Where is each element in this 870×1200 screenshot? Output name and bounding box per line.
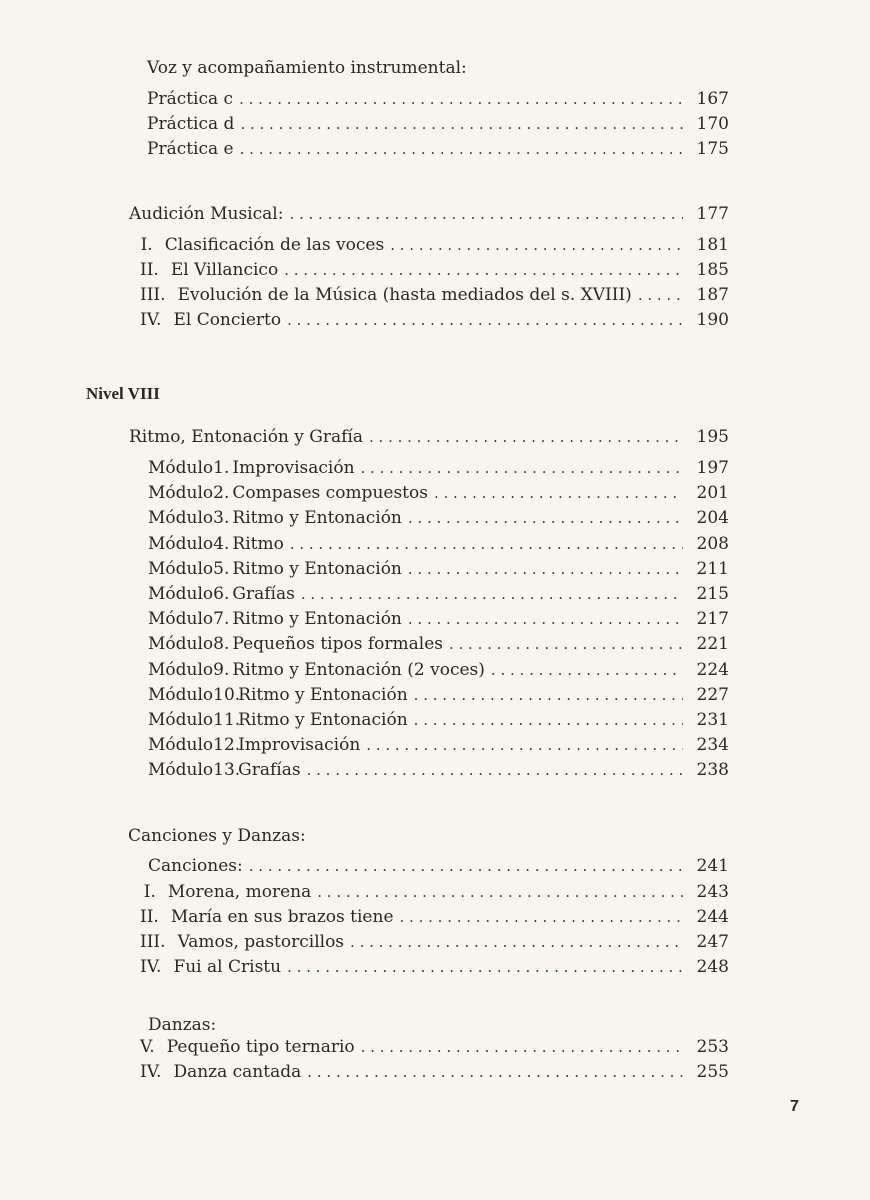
entry-page: 253 — [696, 1037, 729, 1057]
toc-entry — [147, 138, 729, 160]
entry-label: Improvisación — [232, 458, 355, 478]
entry-label: Ritmo y Entonación (2 voces) — [232, 659, 485, 680]
module-word: Módulo — [148, 483, 214, 504]
entry-page: 204 — [696, 508, 729, 529]
toc-entry-module — [148, 583, 729, 605]
entry-page: 181 — [696, 235, 729, 255]
entry-page: 238 — [696, 760, 729, 781]
entry-number: 7. — [213, 609, 230, 630]
entry-label: Danza cantada — [173, 1062, 302, 1082]
toc-entry — [140, 1061, 729, 1083]
entry-page: 215 — [696, 584, 729, 604]
module-word: Módulo — [148, 684, 214, 705]
dot-leader — [307, 1061, 683, 1083]
entry-number: II. — [140, 260, 159, 280]
toc-entry — [140, 1036, 729, 1058]
section-heading-voz: Voz y acompañamiento instrumental: — [147, 58, 467, 78]
dot-leader — [434, 482, 683, 504]
entry-label: Improvisación — [238, 735, 361, 756]
toc-entry — [140, 259, 729, 281]
toc-entry — [147, 88, 729, 110]
toc-entry — [140, 234, 729, 256]
entry-label: María en sus brazos tiene — [170, 907, 394, 927]
module-word: Módulo — [148, 533, 214, 554]
dot-leader — [369, 426, 683, 448]
dot-leader — [301, 583, 683, 605]
entry-number: 12. — [213, 735, 241, 756]
entry-number: V. — [140, 1037, 155, 1057]
entry-number: 1. — [213, 458, 230, 478]
toc-entry — [140, 956, 729, 978]
dot-leader — [287, 309, 683, 331]
module-word: Módulo — [148, 760, 214, 781]
toc-entry-module — [148, 659, 729, 681]
entry-number: 10. — [213, 684, 241, 705]
entry-label: Ritmo y Entonación — [238, 710, 408, 730]
entry-number: IV. — [140, 957, 162, 977]
entry-page: 243 — [696, 882, 729, 902]
entry-label: Pequeños tipos formales — [232, 634, 443, 655]
entry-label: Pequeño tipo ternario — [166, 1037, 355, 1057]
section-heading-canciones-danzas: Canciones y Danzas: — [128, 826, 306, 846]
entry-page: 185 — [696, 260, 729, 280]
entry-page: 247 — [696, 932, 729, 952]
entry-page: 221 — [696, 634, 729, 655]
dot-leader — [290, 533, 683, 555]
entry-page: 241 — [696, 856, 729, 876]
toc-entry-module — [148, 734, 729, 756]
entry-label: Ritmo y Entonación — [232, 609, 402, 630]
dot-leader — [361, 457, 683, 479]
entry-number: IV. — [140, 310, 162, 330]
module-word: Módulo — [148, 659, 214, 680]
entry-label: Canciones: — [148, 856, 243, 876]
dot-leader — [408, 608, 683, 630]
dot-leader — [240, 113, 683, 135]
toc-entry-module — [148, 457, 729, 479]
entry-page: 197 — [696, 458, 729, 478]
entry-page: 208 — [696, 533, 729, 554]
entry-number: II. — [140, 907, 159, 927]
entry-label: Clasificación de las voces — [164, 235, 385, 255]
page-number: 7 — [790, 1098, 799, 1115]
module-word: Módulo — [148, 634, 214, 655]
dot-leader — [240, 138, 683, 160]
toc-entry-audicion — [129, 203, 729, 225]
module-word: Módulo — [148, 735, 214, 756]
dot-leader — [289, 203, 683, 225]
dot-leader — [491, 659, 683, 681]
entry-label: Fui al Cristu — [173, 957, 282, 977]
entry-page: 227 — [696, 684, 729, 705]
toc-entry-module — [148, 684, 729, 706]
entry-page: 211 — [696, 558, 729, 579]
entry-number: 6. — [213, 584, 230, 604]
entry-label: Ritmo y Entonación — [238, 684, 408, 705]
entry-page: 231 — [696, 710, 729, 730]
module-word: Módulo — [148, 710, 214, 730]
entry-number: I. — [140, 235, 153, 255]
toc-entry — [140, 906, 729, 928]
entry-number: I. — [143, 882, 156, 902]
entry-number: IV. — [140, 1062, 162, 1082]
entry-page: 244 — [696, 907, 729, 927]
entry-label: Compases compuestos — [232, 483, 428, 504]
entry-label: Vamos, pastorcillos — [177, 932, 345, 952]
entry-number: 4. — [213, 533, 230, 554]
entry-page: 175 — [696, 139, 729, 159]
entry-label: Ritmo — [232, 533, 284, 554]
dot-leader — [414, 709, 683, 731]
entry-label: Ritmo y Entonación — [232, 558, 402, 579]
toc-entry-module — [148, 608, 729, 630]
entry-label: Audición Musical: — [129, 204, 284, 224]
entry-page: 255 — [696, 1062, 729, 1082]
module-word: Módulo — [148, 558, 214, 579]
dot-leader — [307, 759, 683, 781]
toc-entry-module — [148, 482, 729, 504]
entry-page: 224 — [696, 659, 729, 680]
dot-leader — [408, 507, 683, 529]
entry-number: 13. — [213, 760, 241, 781]
dot-leader — [350, 931, 683, 953]
toc-entry — [147, 113, 729, 135]
toc-entry-module — [148, 759, 729, 781]
entry-page: 234 — [696, 735, 729, 756]
entry-label: Ritmo, Entonación y Grafía — [129, 427, 363, 447]
dot-leader — [249, 855, 683, 877]
dot-leader — [317, 881, 683, 903]
entry-label: Práctica c — [147, 89, 234, 109]
entry-label: Grafías — [232, 584, 295, 604]
dot-leader — [239, 88, 683, 110]
entry-page: 187 — [696, 285, 729, 305]
module-word: Módulo — [148, 508, 214, 529]
dot-leader — [400, 906, 683, 928]
entry-label: Práctica d — [147, 114, 235, 134]
level-title: Nivel VIII — [86, 384, 160, 403]
entry-label: Práctica e — [147, 139, 234, 159]
entry-page: 167 — [696, 89, 729, 109]
dot-leader — [366, 734, 683, 756]
dot-leader — [361, 1036, 683, 1058]
toc-entry — [140, 931, 729, 953]
dot-leader — [287, 956, 683, 978]
module-word: Módulo — [148, 584, 214, 604]
entry-page: 177 — [696, 204, 729, 224]
toc-entry-module — [148, 533, 729, 555]
entry-label: Morena, morena — [167, 882, 312, 902]
dot-leader — [414, 684, 683, 706]
dot-leader — [449, 633, 683, 655]
dances-heading: Danzas: — [148, 1015, 217, 1035]
toc-entry — [140, 284, 729, 306]
toc-entry-module — [148, 633, 729, 655]
entry-number: 8. — [213, 634, 230, 655]
entry-page: 170 — [696, 114, 729, 134]
entry-label: Grafías — [238, 760, 301, 781]
entry-page: 195 — [696, 427, 729, 447]
module-word: Módulo — [148, 458, 214, 478]
entry-label: Evolución de la Música (hasta mediados del s. XVIII) — [177, 285, 632, 305]
entry-page: 190 — [696, 310, 729, 330]
entry-number: 3. — [213, 508, 230, 529]
entry-number: 11. — [213, 710, 241, 730]
dot-leader — [638, 284, 683, 306]
toc-entry-module — [148, 507, 729, 529]
dot-leader — [284, 259, 683, 281]
entry-number: 9. — [213, 659, 230, 680]
toc-entry-module — [148, 558, 729, 580]
entry-number: III. — [140, 932, 166, 952]
toc-entry — [140, 881, 729, 903]
dot-leader — [408, 558, 683, 580]
toc-entry — [140, 309, 729, 331]
toc-entry-ritmo — [129, 426, 729, 448]
entry-page: 248 — [696, 957, 729, 977]
entry-number: 5. — [213, 558, 230, 579]
entry-page: 217 — [696, 609, 729, 630]
module-word: Módulo — [148, 609, 214, 630]
dot-leader — [390, 234, 683, 256]
toc-entry-canciones — [148, 855, 729, 877]
entry-label: El Villancico — [170, 260, 279, 280]
entry-page: 201 — [696, 483, 729, 504]
entry-label: Ritmo y Entonación — [232, 508, 402, 529]
toc-entry-module — [148, 709, 729, 731]
entry-label: El Concierto — [173, 310, 282, 330]
entry-number: III. — [140, 285, 166, 305]
entry-number: 2. — [213, 483, 230, 504]
